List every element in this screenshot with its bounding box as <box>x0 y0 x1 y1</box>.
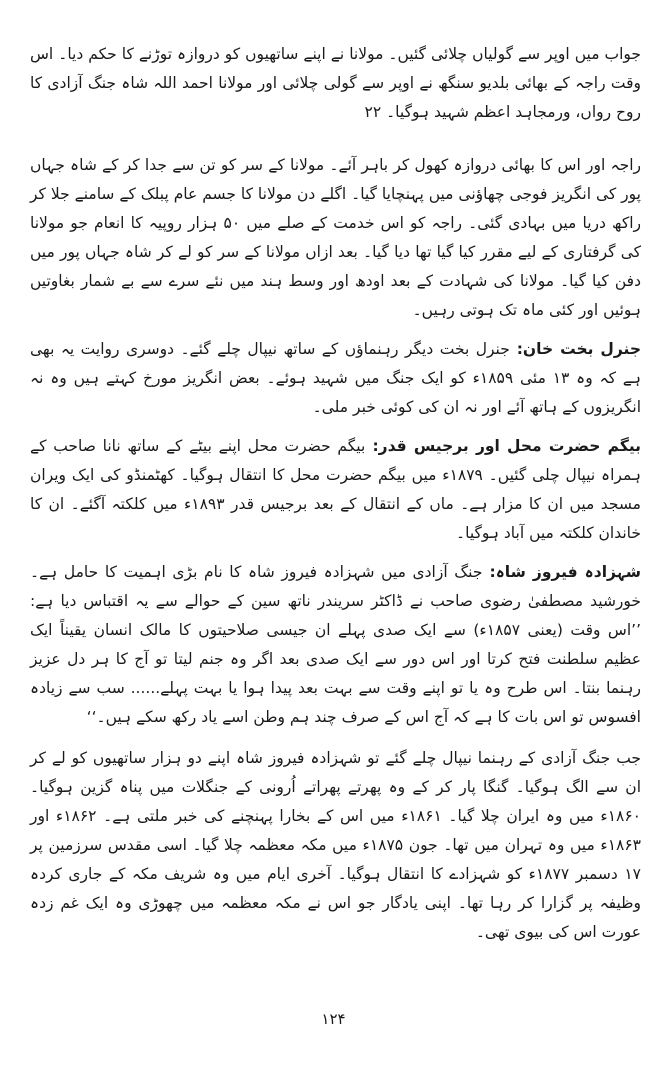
paragraph-general-bakht-khan <box>30 335 641 422</box>
paragraph-feroz-shah-exile <box>30 744 641 947</box>
page-number: ۱۲۴ <box>321 1010 346 1028</box>
paragraph-text: جواب میں اوپر سے گولیاں چلائی گئیں۔ مولانا نے اپنے ساتھیوں کو دروازہ توڑنے کا حکم دیا۔ اس وقت راجہ کے بھائی بلدیو سنگھ نے اوپر سے گولی چلائی اور مولانا احمد اللہ شاہ جنگ آزادی کا روح رواں، ورمجاہد اعظم شہید ہوگیا۔ ۲۲ <box>30 45 641 121</box>
paragraph-text: جب جنگ آزادی کے رہنما نیپال چلے گئے تو شہزادہ فیروز شاہ اپنے دو ہزار ساتھیوں کو لے کر ان سے الگ ہوگیا۔ گنگا پار کر کے وہ پھرتے پھراتے اُرونی کے جنگلات میں پناہ گزین ہوگیا۔ ۱۸۶۰ء میں وہ ایران چلا گیا۔ ۱۸۶۱ء میں اس کے بخارا پہنچنے کی خبر ملتی ہے۔ ۱۸۶۲ء اور ۱۸۶۳ء میں وہ تہران میں تھا۔ جون ۱۸۷۵ء میں مکہ معظمہ چلا گیا۔ اسی مقدس سرزمین پر ۱۷ دسمبر ۱۸۷۷ء کو شہزادے کا انتقال ہوگیا۔ آخری ایام میں وہ شریف مکہ کے جاری کردہ وظیفہ پر گزارا کر رہا تھا۔ اپنی یادگار جو اس نے مکہ معظمہ میں چھوڑی وہ ایک غم زدہ عورت اس کی بیوی تھی۔ <box>30 749 641 941</box>
paragraph-text: جنگ آزادی میں شہزادہ فیروز شاہ کا نام بڑی اہمیت کا حامل ہے۔ خورشید مصطفیٰ رضوی صاحب نے ڈاکٹر سریندر ناتھ سین کے حوالے سے یہ اقتباس دیا ہے: ’’اس وقت (یعنی ۱۸۵۷ء) سے ایک صدی پہلے ان جیسی صلاحیتوں کا مالک انسان یقیناً ایک عظیم سلطنت فتح کرتا اور اس دور سے ایک صدی بعد اگر وہ جنم لیتا تو آج کا ہر دل عزیز رہنما بنتا۔ اس طرح وہ یا تو اپنے وقت سے بہت بعد پیدا ہوا یا بہت پہلے...... سب سے زیادہ افسوس تو اس بات کا ہے کہ آج اس کے صرف چند ہم وطن اسے یاد رکھ سکے ہیں۔‘‘ <box>30 563 641 726</box>
section-heading: جنرل بخت خان: <box>509 340 641 358</box>
paragraph-text: راجہ اور اس کا بھائی دروازہ کھول کر باہر آئے۔ مولانا کے سر کو تن سے جدا کر کے شاہ جہاں پور کی انگریز فوجی چھاؤنی میں پہنچایا گیا۔ اگلے دن مولانا کا جسم عام پبلک کے سامنے جلا کر راکھ دریا میں بہادی گئی۔ راجہ کو اس خدمت کے صلے میں ۵۰ ہزار روپیہ کا انعام جو مولانا کی گرفتاری کے لیے مقرر کیا گیا تھا دیا گیا۔ بعد ازاں مولانا کے سر کو لے کر شاہ جہاں پور میں دفن کیا گیا۔ مولانا کی شہادت کے بعد اودھ اور وسط ہند میں نئے سرے سے بے شمار بغاوتیں ہوئیں اور کئی ماہ تک ہوتی رہیں۔ <box>30 156 641 319</box>
section-heading: شہزادہ فیروز شاہ: <box>482 563 641 581</box>
paragraph-raja-aftermath <box>30 151 641 325</box>
paragraph-begum-hazrat-mahal <box>30 432 641 548</box>
paragraph-maulana-death <box>30 40 641 127</box>
section-heading: بیگم حضرت محل اور برجیس قدر: <box>365 437 641 455</box>
paragraph-shahzada-feroz-shah <box>30 558 641 732</box>
paragraph-text: جنرل بخت دیگر رہنماؤں کے ساتھ نیپال چلے گئے۔ دوسری روایت یہ بھی ہے کہ وہ ۱۳ مئی ۱۸۵۹ء کو ایک جنگ میں شہید ہوئے۔ بعض انگریز مورخ کہتے ہیں وہ نہ انگریزوں کے ہاتھ آئے اور نہ ان کی کوئی خبر ملی۔ <box>30 340 641 416</box>
paragraph-text: بیگم حضرت محل اپنے بیٹے کے ساتھ نانا صاحب کے ہمراہ نیپال چلی گئیں۔ ۱۸۷۹ء میں بیگم حضرت محل کا انتقال ہوگیا۔ کھٹمنڈو کی ایک ویران مسجد میں ان کا مزار ہے۔ ماں کے انتقال کے بعد برجیس قدر ۱۸۹۳ء میں کلکتہ آگئے۔ ان کا خاندان کلکتہ میں آباد ہوگیا۔ <box>30 437 642 542</box>
